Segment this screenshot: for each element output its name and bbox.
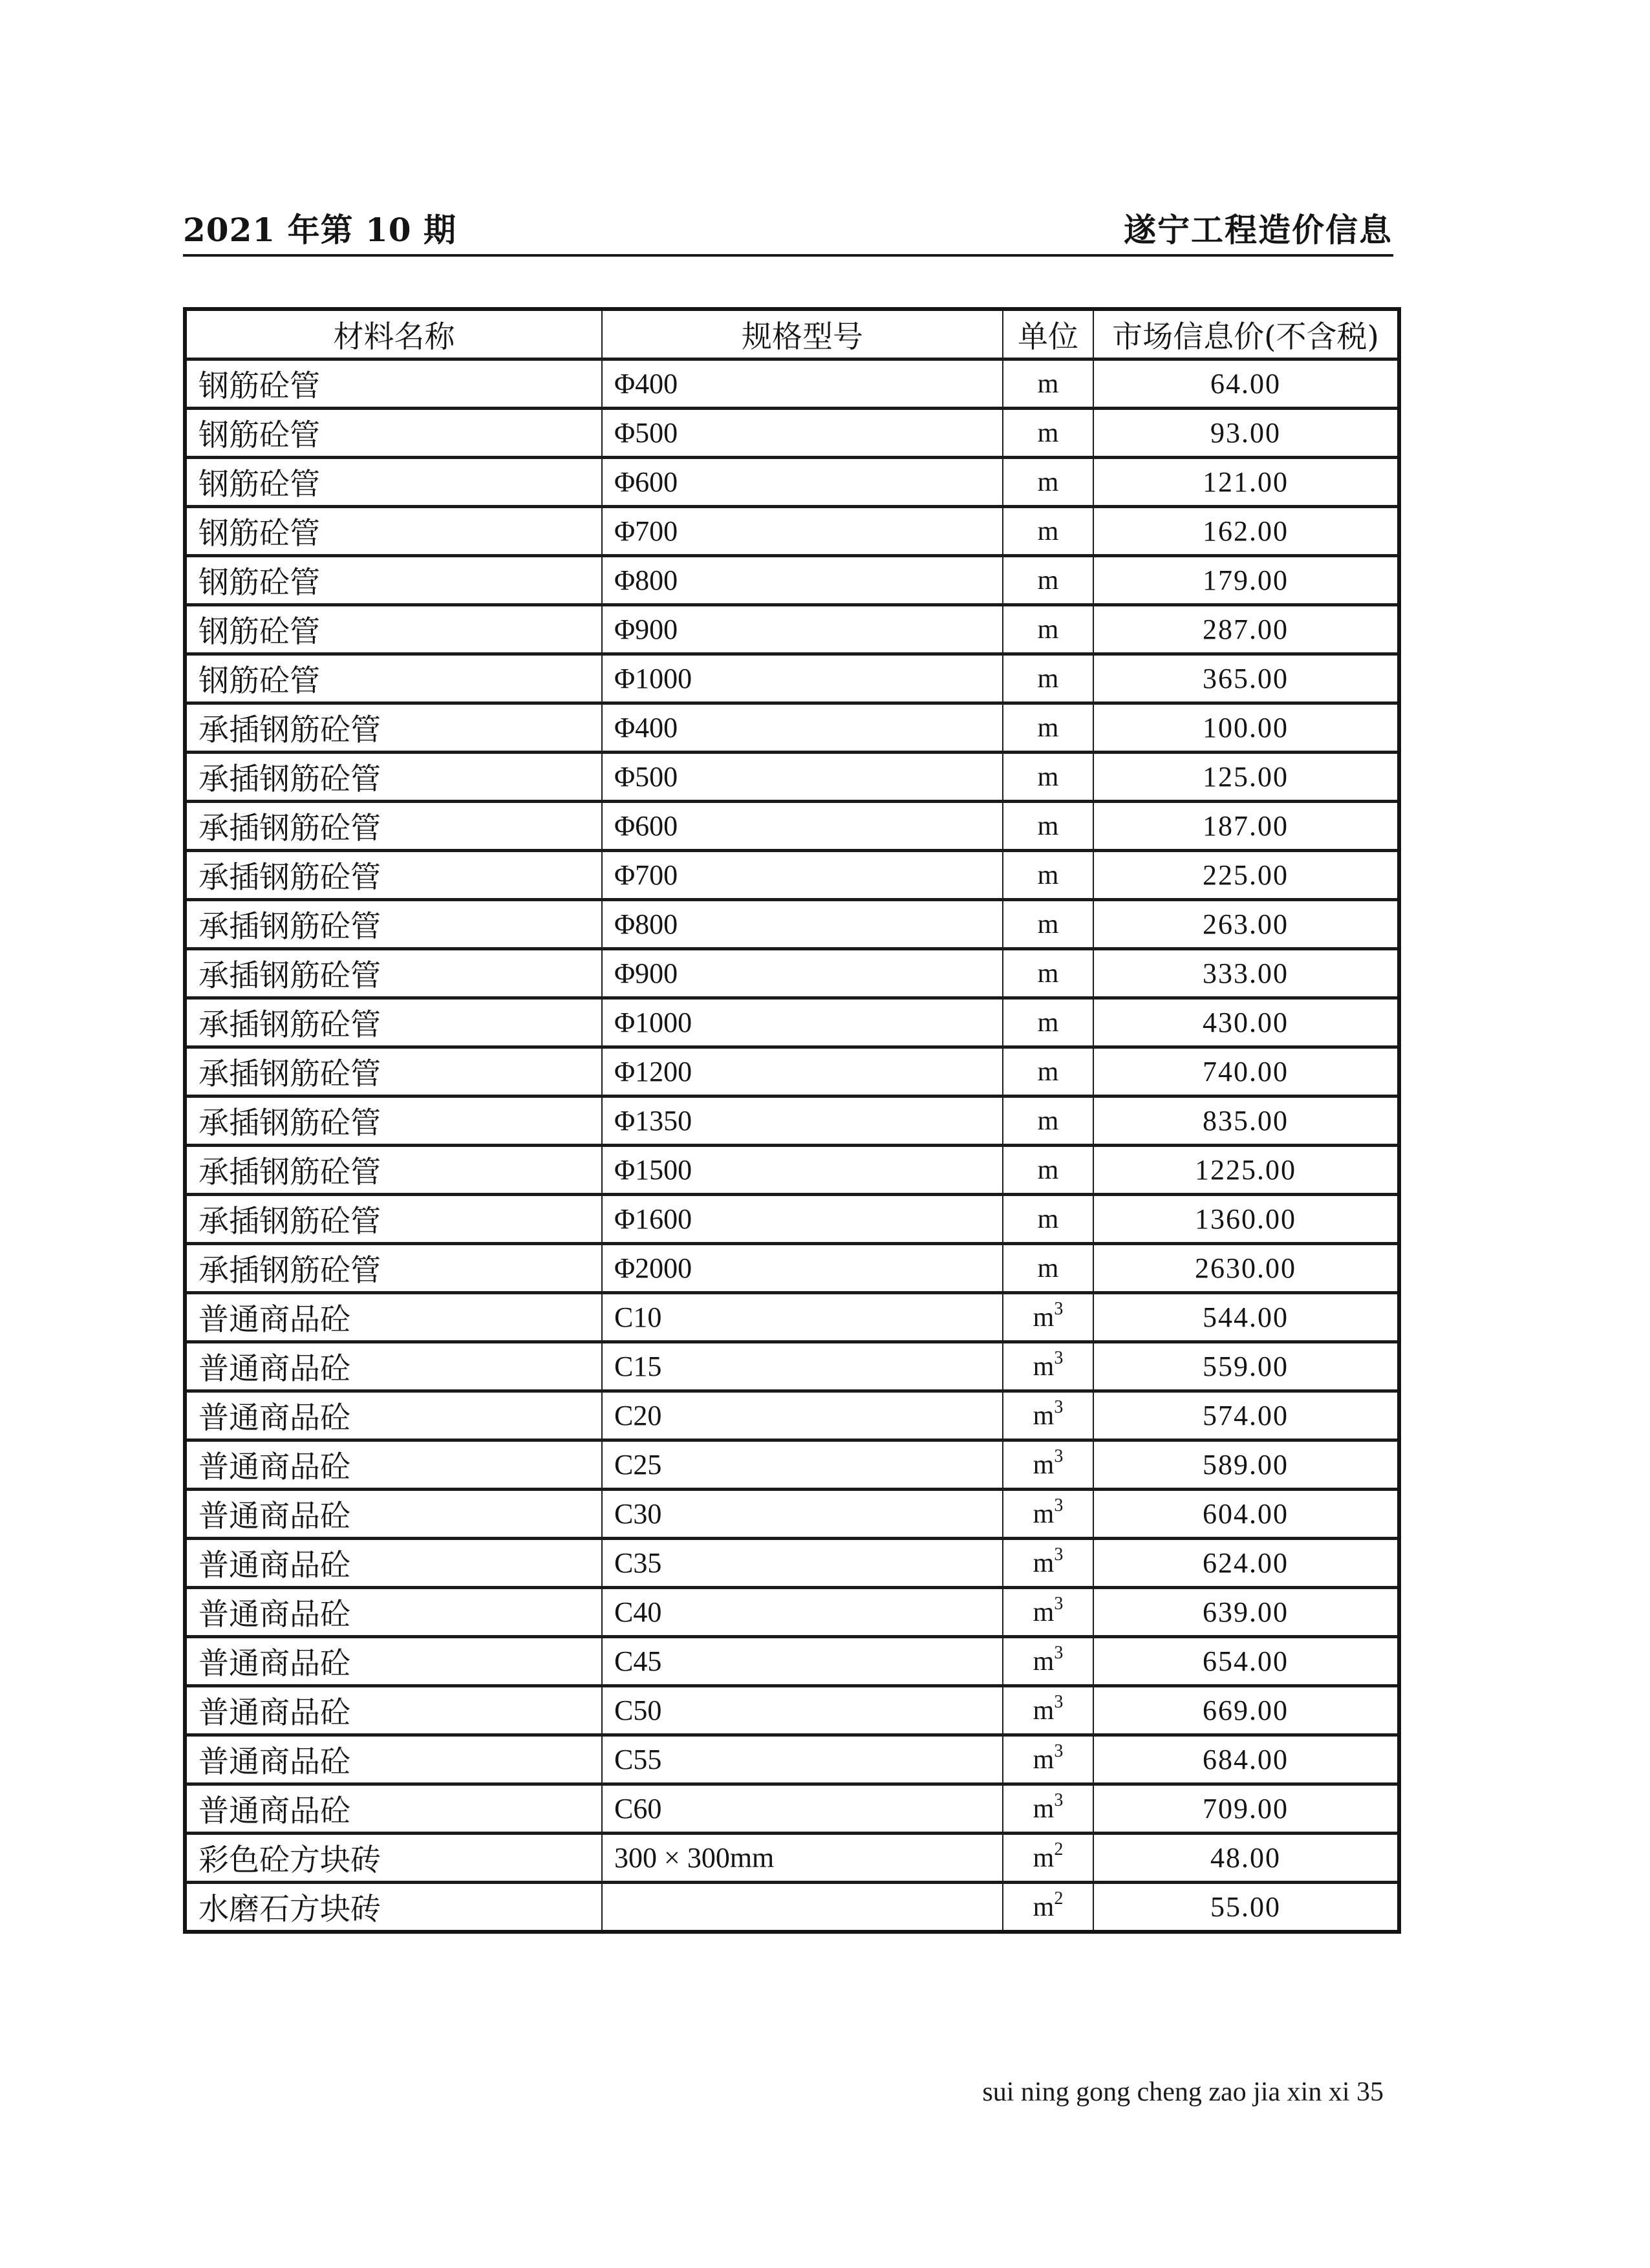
table-row (185, 1195, 1399, 1244)
table-row (185, 556, 1399, 605)
unit-base: m (1033, 1646, 1055, 1676)
table-row (185, 1047, 1399, 1097)
price-cell: 740.00 (1093, 1047, 1399, 1097)
specification-cell: Φ500 (602, 409, 1003, 458)
table-row (185, 1490, 1399, 1539)
material-name-cell: 钢筋砼管 (185, 458, 602, 507)
table-row (185, 949, 1399, 998)
specification-cell: Φ600 (602, 458, 1003, 507)
material-name-cell: 钢筋砼管 (185, 359, 602, 409)
specification-cell: C10 (602, 1293, 1003, 1342)
price-cell: 709.00 (1093, 1784, 1399, 1834)
specification-cell: Φ1200 (602, 1047, 1003, 1097)
unit-cell (1003, 1047, 1093, 1097)
price-cell: 225.00 (1093, 851, 1399, 900)
price-cell: 121.00 (1093, 458, 1399, 507)
table-header-row (185, 309, 1399, 359)
unit-base: m (1037, 565, 1059, 595)
price-cell: 125.00 (1093, 753, 1399, 802)
table-row (185, 1539, 1399, 1588)
price-cell: 574.00 (1093, 1391, 1399, 1440)
specification-cell: C35 (602, 1539, 1003, 1588)
unit-exponent: 2 (1054, 1888, 1064, 1909)
table-row (185, 654, 1399, 703)
page-footer: sui ning gong cheng zao jia xin xi 35 (982, 2077, 1384, 2107)
material-name-cell: 承插钢筋砼管 (185, 900, 602, 949)
unit-base: m (1037, 418, 1059, 448)
unit-cell (1003, 654, 1093, 703)
unit-cell (1003, 1146, 1093, 1195)
unit-exponent: 3 (1054, 1691, 1064, 1712)
table-row (185, 409, 1399, 458)
price-cell: 624.00 (1093, 1539, 1399, 1588)
unit-exponent: 3 (1054, 1593, 1064, 1614)
unit-base: m (1037, 614, 1059, 645)
unit-base: m (1033, 1744, 1055, 1775)
unit-cell (1003, 1490, 1093, 1539)
unit-exponent: 3 (1054, 1446, 1064, 1466)
specification-cell: Φ500 (602, 753, 1003, 802)
price-cell: 684.00 (1093, 1735, 1399, 1784)
table-row (185, 1637, 1399, 1686)
unit-cell (1003, 1097, 1093, 1146)
column-header-material-name: 材料名称 (185, 309, 602, 359)
unit-exponent: 3 (1054, 1396, 1064, 1417)
unit-base: m (1033, 1400, 1055, 1431)
material-name-cell: 普通商品砼 (185, 1784, 602, 1834)
table-row (185, 998, 1399, 1047)
price-cell: 1360.00 (1093, 1195, 1399, 1244)
specification-cell: Φ1350 (602, 1097, 1003, 1146)
specification-cell: C60 (602, 1784, 1003, 1834)
material-name-cell: 承插钢筋砼管 (185, 753, 602, 802)
specification-cell: C40 (602, 1588, 1003, 1637)
material-name-cell: 普通商品砼 (185, 1391, 602, 1440)
price-cell: 544.00 (1093, 1293, 1399, 1342)
unit-cell (1003, 1637, 1093, 1686)
unit-base: m (1033, 1351, 1055, 1382)
price-cell: 2630.00 (1093, 1244, 1399, 1293)
unit-base: m (1037, 762, 1059, 792)
specification-cell: Φ1600 (602, 1195, 1003, 1244)
price-cell: 1225.00 (1093, 1146, 1399, 1195)
unit-cell (1003, 359, 1093, 409)
table-row (185, 1440, 1399, 1490)
table-row (185, 703, 1399, 753)
material-name-cell: 普通商品砼 (185, 1686, 602, 1735)
table-row (185, 1097, 1399, 1146)
material-name-cell: 承插钢筋砼管 (185, 851, 602, 900)
specification-cell: Φ700 (602, 851, 1003, 900)
unit-base: m (1037, 1106, 1059, 1136)
unit-exponent: 3 (1054, 1790, 1064, 1810)
price-cell: 639.00 (1093, 1588, 1399, 1637)
unit-cell (1003, 851, 1093, 900)
table-row (185, 1391, 1399, 1440)
material-name-cell: 普通商品砼 (185, 1637, 602, 1686)
unit-cell (1003, 703, 1093, 753)
table-row (185, 359, 1399, 409)
specification-cell: C20 (602, 1391, 1003, 1440)
table-body (185, 359, 1399, 1932)
specification-cell: Φ2000 (602, 1244, 1003, 1293)
price-cell: 669.00 (1093, 1686, 1399, 1735)
table-row (185, 900, 1399, 949)
material-name-cell: 承插钢筋砼管 (185, 802, 602, 851)
specification-cell: Φ800 (602, 556, 1003, 605)
unit-base: m (1037, 712, 1059, 743)
price-cell: 263.00 (1093, 900, 1399, 949)
unit-base: m (1037, 1253, 1059, 1283)
material-name-cell: 普通商品砼 (185, 1440, 602, 1490)
price-cell: 93.00 (1093, 409, 1399, 458)
publication-title: 遂宁工程造价信息 (1124, 211, 1393, 249)
unit-base: m (1037, 1155, 1059, 1185)
material-name-cell: 普通商品砼 (185, 1342, 602, 1391)
price-cell: 179.00 (1093, 556, 1399, 605)
price-cell: 48.00 (1093, 1834, 1399, 1883)
unit-base: m (1033, 1843, 1055, 1873)
unit-exponent: 2 (1054, 1839, 1064, 1859)
specification-cell: Φ1000 (602, 654, 1003, 703)
table-row (185, 1735, 1399, 1784)
material-name-cell: 水磨石方块砖 (185, 1883, 602, 1932)
unit-base: m (1033, 1548, 1055, 1578)
unit-exponent: 3 (1054, 1740, 1064, 1761)
unit-cell (1003, 998, 1093, 1047)
specification-cell: C25 (602, 1440, 1003, 1490)
unit-base: m (1033, 1499, 1055, 1529)
price-cell: 100.00 (1093, 703, 1399, 753)
unit-exponent: 3 (1054, 1642, 1064, 1663)
unit-base: m (1033, 1302, 1055, 1332)
unit-exponent: 3 (1054, 1298, 1064, 1319)
unit-base: m (1037, 811, 1059, 841)
specification-cell: Φ400 (602, 703, 1003, 753)
specification-cell: Φ1000 (602, 998, 1003, 1047)
unit-cell (1003, 753, 1093, 802)
unit-base: m (1037, 1204, 1059, 1234)
table-row (185, 1686, 1399, 1735)
price-cell: 64.00 (1093, 359, 1399, 409)
unit-base: m (1033, 1793, 1055, 1824)
unit-base: m (1037, 909, 1059, 939)
price-cell: 333.00 (1093, 949, 1399, 998)
unit-cell (1003, 802, 1093, 851)
column-header-market-price: 市场信息价(不含税) (1093, 309, 1399, 359)
unit-base: m (1033, 1450, 1055, 1480)
header-divider (183, 254, 1393, 257)
specification-cell: C15 (602, 1342, 1003, 1391)
table-row (185, 1244, 1399, 1293)
unit-cell (1003, 1440, 1093, 1490)
column-header-unit: 单位 (1003, 309, 1093, 359)
unit-cell (1003, 1391, 1093, 1440)
material-name-cell: 普通商品砼 (185, 1735, 602, 1784)
material-name-cell: 承插钢筋砼管 (185, 1097, 602, 1146)
price-cell: 559.00 (1093, 1342, 1399, 1391)
unit-base: m (1037, 958, 1059, 989)
specification-cell (602, 1883, 1003, 1932)
column-header-specification: 规格型号 (602, 309, 1003, 359)
unit-base: m (1037, 467, 1059, 497)
material-name-cell: 彩色砼方块砖 (185, 1834, 602, 1883)
table-row (185, 458, 1399, 507)
unit-cell (1003, 1784, 1093, 1834)
material-name-cell: 钢筋砼管 (185, 556, 602, 605)
material-name-cell: 承插钢筋砼管 (185, 703, 602, 753)
unit-cell (1003, 458, 1093, 507)
table-row (185, 753, 1399, 802)
table-row (185, 1784, 1399, 1834)
specification-cell: 300 × 300mm (602, 1834, 1003, 1883)
material-name-cell: 钢筋砼管 (185, 605, 602, 654)
specification-cell: Φ900 (602, 949, 1003, 998)
unit-cell (1003, 409, 1093, 458)
unit-exponent: 3 (1054, 1544, 1064, 1565)
unit-exponent: 3 (1054, 1347, 1064, 1368)
material-name-cell: 承插钢筋砼管 (185, 949, 602, 998)
material-name-cell: 承插钢筋砼管 (185, 1047, 602, 1097)
price-cell: 589.00 (1093, 1440, 1399, 1490)
specification-cell: Φ900 (602, 605, 1003, 654)
material-name-cell: 承插钢筋砼管 (185, 1244, 602, 1293)
table-row (185, 1834, 1399, 1883)
table-row (185, 1293, 1399, 1342)
specification-cell: Φ800 (602, 900, 1003, 949)
unit-cell (1003, 605, 1093, 654)
price-cell: 835.00 (1093, 1097, 1399, 1146)
price-cell: 365.00 (1093, 654, 1399, 703)
unit-cell (1003, 507, 1093, 556)
unit-cell (1003, 556, 1093, 605)
unit-cell (1003, 1686, 1093, 1735)
table-row (185, 851, 1399, 900)
price-cell: 287.00 (1093, 605, 1399, 654)
specification-cell: Φ400 (602, 359, 1003, 409)
unit-cell (1003, 1539, 1093, 1588)
table-row (185, 802, 1399, 851)
material-name-cell: 承插钢筋砼管 (185, 1146, 602, 1195)
unit-base: m (1037, 1007, 1059, 1038)
unit-cell (1003, 1588, 1093, 1637)
price-cell: 604.00 (1093, 1490, 1399, 1539)
issue-label: 2021 年第 10 期 (183, 211, 456, 249)
material-name-cell: 钢筋砼管 (185, 409, 602, 458)
unit-exponent: 3 (1054, 1495, 1064, 1515)
material-name-cell: 钢筋砼管 (185, 654, 602, 703)
table-row (185, 1588, 1399, 1637)
unit-base: m (1033, 1597, 1055, 1627)
unit-cell (1003, 1342, 1093, 1391)
specification-cell: Φ1500 (602, 1146, 1003, 1195)
specification-cell: Φ700 (602, 507, 1003, 556)
table-row (185, 1342, 1399, 1391)
specification-cell: C50 (602, 1686, 1003, 1735)
table-row (185, 605, 1399, 654)
material-price-table (183, 307, 1401, 1934)
table-row (185, 1883, 1399, 1932)
price-cell: 187.00 (1093, 802, 1399, 851)
unit-cell (1003, 949, 1093, 998)
specification-cell: Φ600 (602, 802, 1003, 851)
price-cell: 55.00 (1093, 1883, 1399, 1932)
specification-cell: C30 (602, 1490, 1003, 1539)
unit-cell (1003, 1244, 1093, 1293)
unit-cell (1003, 1883, 1093, 1932)
unit-base: m (1037, 860, 1059, 890)
price-cell: 162.00 (1093, 507, 1399, 556)
unit-cell (1003, 1195, 1093, 1244)
price-cell: 430.00 (1093, 998, 1399, 1047)
unit-base: m (1037, 516, 1059, 546)
specification-cell: C55 (602, 1735, 1003, 1784)
unit-base: m (1037, 369, 1059, 399)
unit-cell (1003, 1293, 1093, 1342)
material-name-cell: 普通商品砼 (185, 1539, 602, 1588)
unit-cell (1003, 1834, 1093, 1883)
material-name-cell: 承插钢筋砼管 (185, 998, 602, 1047)
material-name-cell: 普通商品砼 (185, 1293, 602, 1342)
table-row (185, 1146, 1399, 1195)
material-name-cell: 普通商品砼 (185, 1490, 602, 1539)
unit-base: m (1037, 1056, 1059, 1087)
material-name-cell: 钢筋砼管 (185, 507, 602, 556)
material-name-cell: 普通商品砼 (185, 1588, 602, 1637)
unit-base: m (1037, 663, 1059, 694)
specification-cell: C45 (602, 1637, 1003, 1686)
unit-base: m (1033, 1892, 1055, 1922)
unit-cell (1003, 900, 1093, 949)
price-cell: 654.00 (1093, 1637, 1399, 1686)
material-name-cell: 承插钢筋砼管 (185, 1195, 602, 1244)
table-row (185, 507, 1399, 556)
unit-cell (1003, 1735, 1093, 1784)
unit-base: m (1033, 1695, 1055, 1726)
